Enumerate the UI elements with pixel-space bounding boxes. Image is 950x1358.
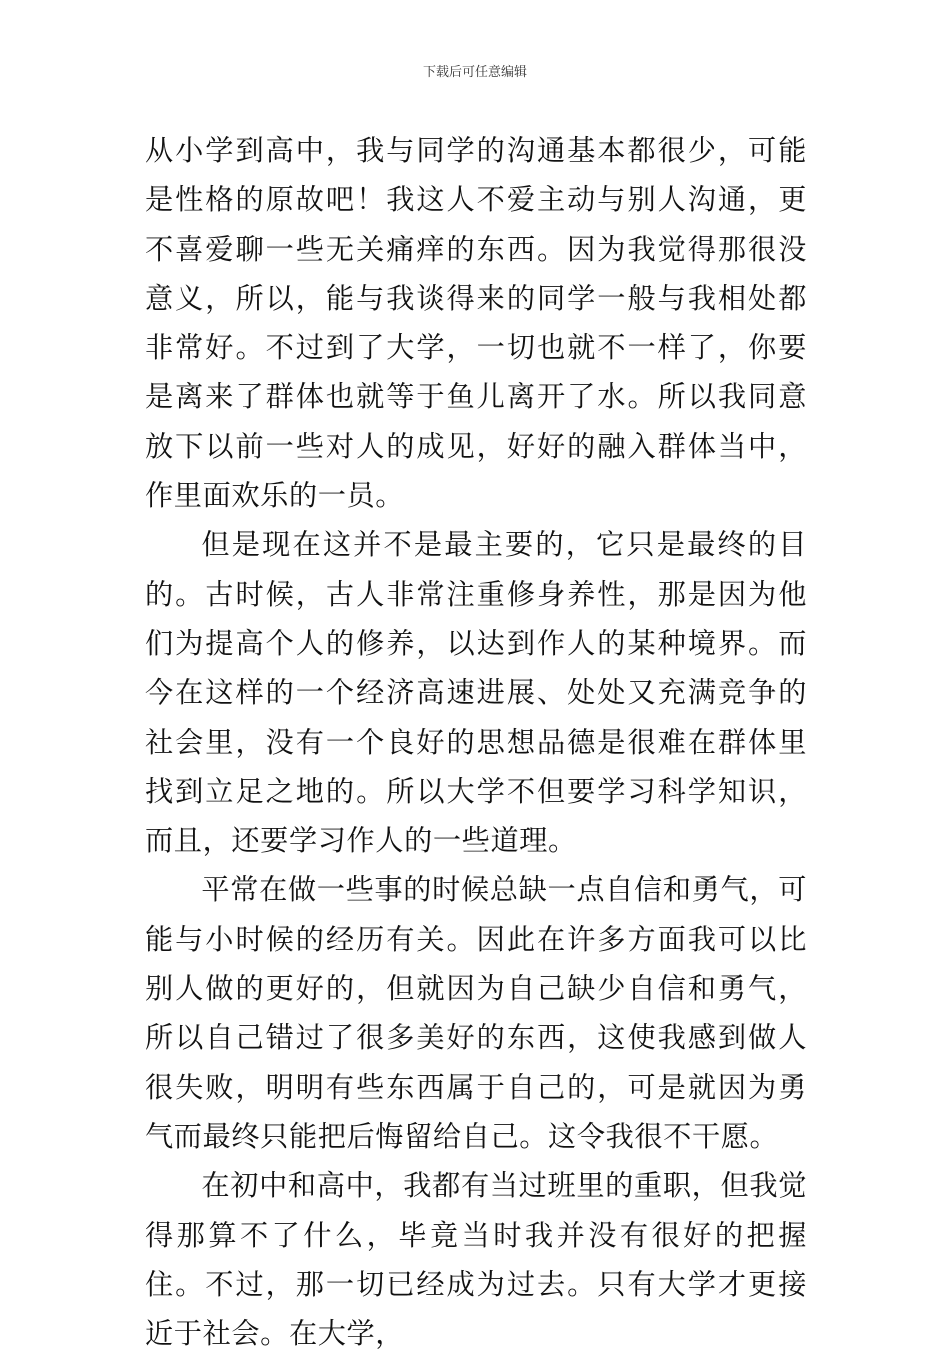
paragraph-2: 但是现在这并不是最主要的，它只是最终的目的。古时候，古人非常注重修身养性，那是因为他们为提高个人的修养，以达到作人的某种境界。而今在这样的一个经济高速进展、处处又充满竞争的社会里，没有一个良好的思想品德是很难在群体里找到立足之地的。所以大学不但要学习科学知识，而且，还要学习作人的一些道理。 [145,528,807,858]
paragraph-3: 平常在做一些事的时候总缺一点自信和勇气，可能与小时候的经历有关。因此在许多方面我可以比别人做的更好的，但就因为自己缺少自信和勇气，所以自己错过了很多美好的东西，这使我感到做人很失败，明明有些东西属于自己的，可是就因为勇气而最终只能把后悔留给自己。这令我很不干愿。 [145,873,807,1153]
paragraph-4: 在初中和高中，我都有当过班里的重职，但我觉得那算不了什么，毕竟当时我并没有很好的把握住。不过，那一切已经成为过去。只有大学才更接近于社会。在大学， [145,1169,807,1351]
document-body [145,126,807,1358]
paragraph-1: 从小学到高中，我与同学的沟通基本都很少，可能是性格的原故吧！我这人不爱主动与别人沟通，更不喜爱聊一些无关痛痒的东西。因为我觉得那很没意义，所以，能与我谈得来的同学一般与我相处都非常好。不过到了大学，一切也就不一样了，你要是离来了群体也就等于鱼儿离开了水。所以我同意放下以前一些对人的成见，好好的融入群体当中，作里面欢乐的一员。 [145,134,807,513]
page-header: 下载后可任意编辑 [422,65,527,80]
